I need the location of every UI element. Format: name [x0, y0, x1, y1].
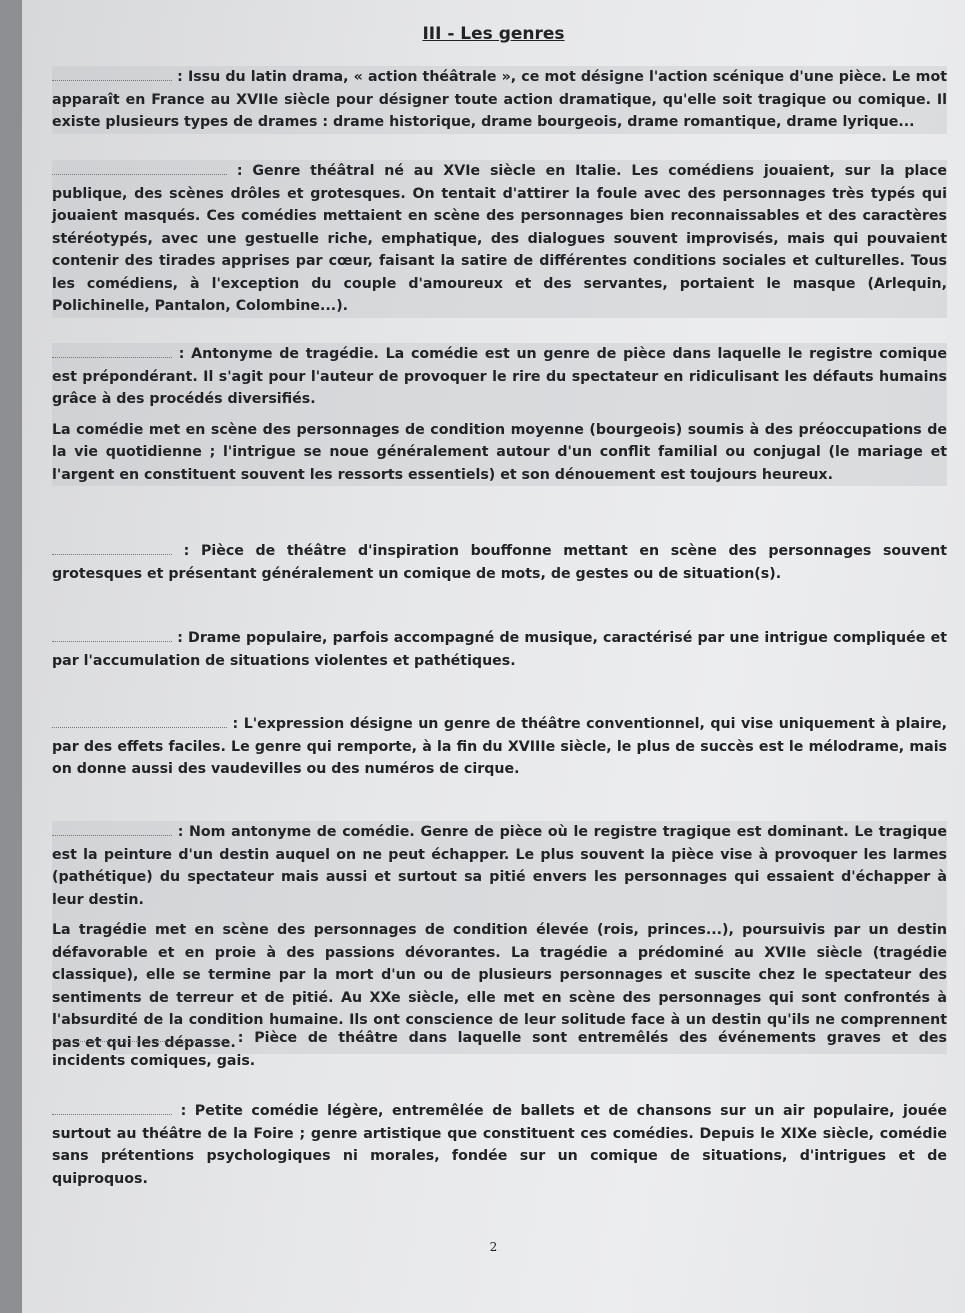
fill-blank[interactable]	[52, 1102, 172, 1115]
fill-blank[interactable]	[52, 629, 172, 642]
entry-definition: : Nom antonyme de comédie. Genre de pièce où le registre tragique est dominant. Le tragique est la peinture d'un destin auquel on ne peut échapper. Le plus souvent la pièce vise à provoquer les larmes (pathétique) du spectateur mais aussi et surtout sa pitié envers les personnages qui essaient d'échapper à leur destin.	[52, 824, 947, 908]
fill-blank[interactable]	[52, 68, 172, 81]
fill-blank[interactable]	[52, 1029, 227, 1042]
entry-definition: : Issu du latin drama, « action théâtrale », ce mot désigne l'action scénique d'une pièce. Le mot apparaît en France au XVIIe siècle pour désigner toute action dramatique, qu'elle soit tragique ou comique. Il existe plusieurs types de drames : drame historique, drame bourgeois, drame romantique, drame lyrique...	[52, 69, 947, 130]
entry-definition: : Genre théâtral né au XVIe siècle en Italie. Les comédiens jouaient, sur la place publique, des scènes drôles et grotesques. On tentait d'attirer la foule avec des personnages très typés qui jouaient masqués. Ces comédies mettaient en scène des personnages bien reconnaissables et des caractères stéréotypés, avec une gestuelle riche, emphatique, des dialogues souvent improvisés, mais qui pouvaient contenir des tirades apprises par cœur, faisant la satire de différentes conditions sociales et culturelles. Tous les comédiens, à l'exception du couple d'amoureux et des servantes, portaient le masque (Arlequin, Polichinelle, Pantalon, Colombine...).	[52, 163, 947, 314]
fill-blank[interactable]	[52, 715, 227, 728]
entry-tragedie	[52, 821, 947, 1054]
entry-definition: : L'expression désigne un genre de théâtre conventionnel, qui vise uniquement à plaire, par des effets faciles. Le genre qui remporte, à la fin du XVIIIe siècle, le plus de succès est le mélodrame, mais on donne aussi des vaudevilles ou des numéros de cirque.	[52, 716, 947, 777]
entry-definition: : Petite comédie légère, entremêlée de ballets et de chansons sur un air populaire, jouée surtout au théâtre de la Foire ; genre artistique que constituent ces comédies. Depuis le XIXe siècle, comédie sans prétentions psychologiques ni morales, fondée sur un comique de situations, d'intrigues et de quiproquos.	[52, 1103, 947, 1187]
entry-comedie	[52, 343, 947, 486]
entry-vaudeville	[52, 1100, 947, 1190]
fill-blank[interactable]	[52, 162, 227, 175]
entry-melodrame	[52, 627, 947, 672]
section-title: III - Les genres	[422, 24, 565, 44]
page-number: 2	[489, 1240, 498, 1254]
entry-extra: La tragédie met en scène des personnages de condition élevée (rois, princes...), poursuivis par un destin défavorable et en proie à des passions dévorantes. La tragédie a prédominé au XVIIe siècle (tragédie classique), elle se termine par la mort d'un ou de plusieurs personnages et suscite chez le spectateur des sentiments de terreur et de pitié. Au XXe siècle, elle met en scène des personnages qui sont confrontés à l'absurdité de la condition humaine. Ils ont conscience de leur solitude face à un destin qu'ils ne comprennent pas et qui les dépasse.	[52, 922, 947, 1051]
entry-tragicomedie	[52, 1027, 947, 1072]
entry-farce	[52, 540, 947, 585]
document-page	[22, 0, 965, 1313]
entry-extra: La comédie met en scène des personnages de condition moyenne (bourgeois) soumis à des préoccupations de la vie quotidienne ; l'intrigue se noue généralement autour d'un conflit familial ou conjugal (le mariage et l'argent en constituent souvent les ressorts essentiels) et son dénouement est toujours heureux.	[52, 421, 947, 483]
entry-theatre-boulevard	[52, 713, 947, 781]
entry-commedia	[52, 160, 947, 318]
fill-blank[interactable]	[52, 823, 172, 836]
entry-definition: : Pièce de théâtre dans laquelle sont entremêlés des événements graves et des incidents comiques, gais.	[52, 1030, 947, 1069]
entry-definition: : Pièce de théâtre d'inspiration bouffonne mettant en scène des personnages souvent grotesques et présentant généralement un comique de mots, de gestes ou de situation(s).	[52, 543, 948, 582]
entry-definition: : Antonyme de tragédie. La comédie est un genre de pièce dans laquelle le registre comique est prépondérant. Il s'agit pour l'auteur de provoquer le rire du spectateur en ridiculisant les défauts humains grâce à des procédés diversifiés.	[52, 346, 947, 407]
fill-blank[interactable]	[52, 345, 172, 358]
entry-definition: : Drame populaire, parfois accompagné de musique, caractérisé par une intrigue compliquée et par l'accumulation de situations violentes et pathétiques.	[52, 630, 947, 669]
fill-blank[interactable]	[52, 542, 172, 555]
entry-drame	[52, 66, 947, 134]
